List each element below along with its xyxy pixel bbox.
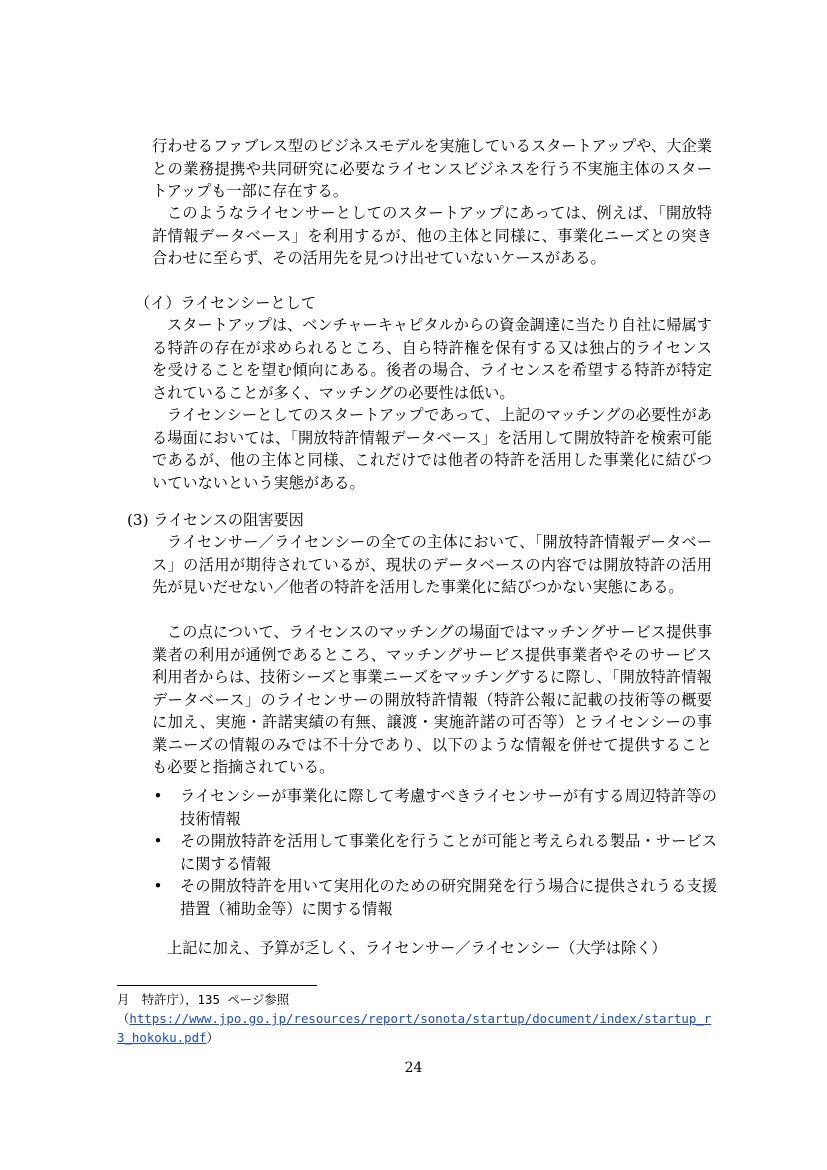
heading-license-obstacles: (3) ライセンスの阻害要因 [127,511,304,529]
footnote-citation: 月 特許庁），135 ページ参照 [117,992,290,1007]
paragraph-matching-services: この点について、ライセンスのマッチングの場面ではマッチングサービス提供事業者の利用が通例であるところ、マッチングサービス提供事業者やそのサービス利用者からは、技術シーズと事業ニーズをマッチングするに際し、「開放特許情報データベース」のライセンサーの開放特許情報（特許公報に記載の技術等の概要に加え、実施・許諾実績の有無、譲渡・実施許諾の可否等）とライセンシーの事業ニーズの情報のみでは不十分であり、以下のような情報を併せて提供することも必要と指摘されている。 [152,623,712,776]
bullet-text: その開放特許を活用して事業化を行うことが可能と考えられる製品・サービスに関する情報 [180,832,717,873]
bullet-icon: • [153,877,163,895]
paragraph-fabless: 行わせるファブレス型のビジネスモデルを実施しているスタートアップや、大企業との業務提携や共同研究に必要なライセンスビジネスを行う不実施主体のスタートアップも一部に存在する。 [152,137,712,200]
paragraph-database-usage: ライセンサー／ライセンシーの全ての主体において、「開放特許情報データベース」の活用が期待されているが、現状のデータベースの内容では開放特許の活用先が見いだせない／他者の特許を活用した事業化に結びつかない実態にある。 [152,533,712,596]
bullet-text: ライセンシーが事業化に際して考慮すべきライセンサーが有する周辺特許等の技術情報 [180,787,717,828]
paragraph-licensee-matching: ライセンシーとしてのスタートアップであって、上記のマッチングの必要性がある場面においては、「開放特許情報データベース」を活用して開放特許を検索可能であるが、他の主体と同様、これだけでは他者の特許を活用した事業化に結びついていないという実態がある。 [152,406,712,492]
footnote-close-paren: ） [206,1030,219,1045]
bullet-icon: • [153,832,163,850]
footnote-url-line [117,1009,717,1047]
footnote-open-paren: （ [117,1011,130,1026]
footnote-link[interactable]: https://www.jpo.go.jp/resources/report/sonota/startup/document/index/startup_r3_hokoku.pdf [117,1011,712,1045]
footnote [117,990,717,1047]
paragraph-licensee-startup: スタートアップは、ベンチャーキャピタルからの資金調達に当たり自社に帰属する特許の存在が求められるところ、自ら特許権を保有する又は独占的ライセンスを受けることを望む傾向にある。後者の場合、ライセンスを希望する特許が特定されていることが多く、マッチングの必要性は低い。 [152,316,712,402]
paragraph-budget: 上記に加え、予算が乏しく、ライセンサー／ライセンシー（大学は除く） [167,939,667,957]
information-bullet-list [152,785,717,920]
bullet-text: その開放特許を用いて実用化のための研究開発を行う場合に提供されうる支援措置（補助金等）に関する情報 [180,877,717,918]
footnote-divider [117,985,317,986]
bullet-item [152,785,717,830]
bullet-item [152,875,717,920]
bullet-item [152,830,717,875]
heading-licensee: （イ）ライセンシーとして [135,294,316,312]
page-number: 24 [404,1060,423,1076]
bullet-icon: • [153,787,163,805]
paragraph-licensor-startup: このようなライセンサーとしてのスタートアップにあっては、例えば、「開放特許情報データベース」を利用するが、他の主体と同様に、事業化ニーズとの突き合わせに至らず、その活用先を見つけ出せていないケースがある。 [152,204,712,267]
